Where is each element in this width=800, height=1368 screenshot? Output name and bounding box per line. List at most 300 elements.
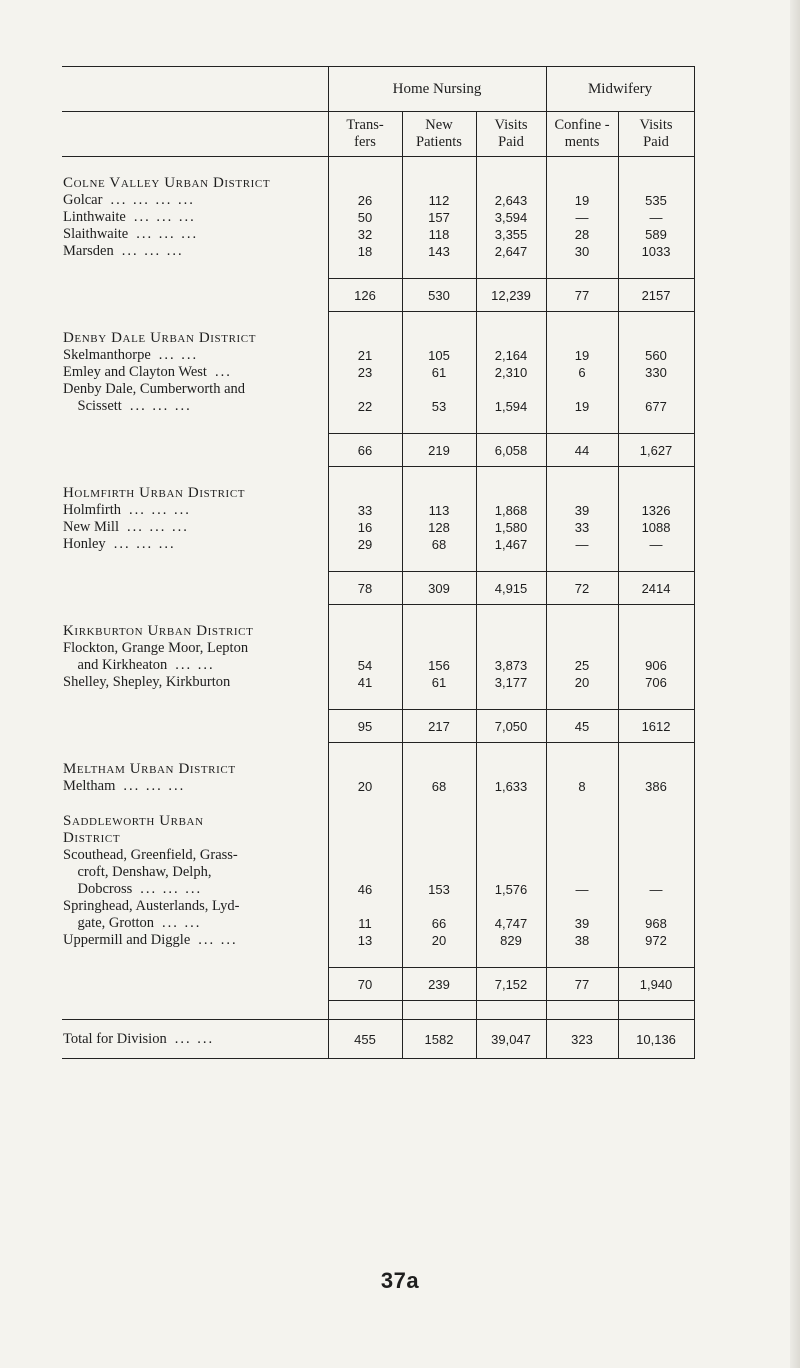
row-label-text: Linthwaite (63, 209, 126, 225)
subtotal-cell: 2414 (618, 572, 694, 605)
spacer-cell (476, 260, 546, 279)
row-label (62, 364, 328, 381)
spacer-cell (62, 743, 328, 762)
empty-cell (618, 813, 694, 847)
data-cell (476, 640, 546, 657)
leader-dots: ... ... ... ... (110, 192, 195, 208)
data-cell (476, 864, 546, 881)
spacer-cell (328, 312, 402, 331)
data-cell (402, 381, 476, 398)
table-row (62, 536, 694, 553)
data-cell: 153 (402, 881, 476, 898)
table-row (62, 847, 694, 864)
col-visits-paid-midwifery: Visits Paid (618, 112, 694, 157)
spacer-cell (546, 260, 618, 279)
group-midwifery: Midwifery (546, 67, 694, 112)
subtotal-cell: 66 (328, 434, 402, 467)
table-row (62, 519, 694, 536)
spacer-cell (62, 467, 328, 486)
data-cell: 61 (402, 674, 476, 691)
spacer-row (62, 605, 694, 624)
total-cell: 323 (546, 1020, 618, 1059)
data-cell: 972 (618, 932, 694, 949)
data-cell: 26 (328, 192, 402, 209)
col-confinements: Confine - ments (546, 112, 618, 157)
spacer-row (62, 157, 694, 176)
empty-cell (618, 623, 694, 640)
spacer-cell (402, 691, 476, 710)
data-cell: 3,177 (476, 674, 546, 691)
spacer-cell (402, 949, 476, 968)
statistics-table-container (62, 66, 694, 1059)
data-cell: 21 (328, 347, 402, 364)
row-label-text: Uppermill and Diggle (63, 932, 191, 948)
row-label (62, 381, 328, 398)
data-cell (618, 847, 694, 864)
total-cell: 10,136 (618, 1020, 694, 1059)
row-label (62, 864, 328, 881)
leader-dots: ... ... (175, 657, 215, 673)
subtotal-cell: 12,239 (476, 279, 546, 312)
row-label-text: Skelmanthorpe (63, 347, 151, 363)
column-header-row (62, 112, 694, 157)
leader-dots: ... ... ... (140, 881, 203, 897)
data-cell: — (618, 536, 694, 553)
spacer-cell (476, 795, 546, 813)
data-cell: 677 (618, 398, 694, 415)
spacer-cell (546, 157, 618, 176)
row-label (62, 398, 328, 415)
data-cell: 68 (402, 778, 476, 795)
row-label-text: Slaithwaite (63, 226, 129, 242)
data-cell: 61 (402, 364, 476, 381)
data-cell: — (546, 881, 618, 898)
empty-cell (328, 761, 402, 778)
table-row (62, 674, 694, 691)
data-cell: 1033 (618, 243, 694, 260)
spacer-cell (328, 605, 402, 624)
subtotal-cell: 7,152 (476, 968, 546, 1001)
subtotal-label-blank (62, 710, 328, 743)
row-label-text: Scouthead, Greenfield, Grass- (63, 847, 238, 863)
data-cell: 4,747 (476, 915, 546, 932)
leader-dots: ... ... ... (121, 243, 184, 259)
row-label-text: Springhead, Austerlands, Lyd- (63, 898, 240, 914)
section-title: Meltham Urban District (62, 761, 328, 778)
subtotal-row (62, 572, 694, 605)
subtotal-cell: 77 (546, 968, 618, 1001)
data-cell: 829 (476, 932, 546, 949)
data-cell: 20 (546, 674, 618, 691)
spacer-cell (62, 157, 328, 176)
data-cell (402, 898, 476, 915)
spacer-cell (476, 605, 546, 624)
spacer-cell (328, 795, 402, 813)
data-cell: 1,594 (476, 398, 546, 415)
data-cell: 2,310 (476, 364, 546, 381)
table-row (62, 915, 694, 932)
empty-cell (402, 175, 476, 192)
data-cell (618, 898, 694, 915)
spacer-cell (328, 260, 402, 279)
section-title: Colne Valley Urban District (62, 175, 328, 192)
row-label (62, 898, 328, 915)
empty-cell (618, 485, 694, 502)
data-cell: 66 (402, 915, 476, 932)
data-cell (618, 864, 694, 881)
spacer-row (62, 312, 694, 331)
total-cell: 1582 (402, 1020, 476, 1059)
table-row (62, 243, 694, 260)
empty-cell (328, 623, 402, 640)
empty-cell (546, 623, 618, 640)
row-label (62, 209, 328, 226)
table-row (62, 778, 694, 795)
row-label-text: Golcar (63, 192, 103, 208)
data-cell: 128 (402, 519, 476, 536)
data-cell: 19 (546, 347, 618, 364)
spacer-cell (546, 553, 618, 572)
data-cell: 33 (546, 519, 618, 536)
subtotal-cell: 6,058 (476, 434, 546, 467)
subtotal-cell: 126 (328, 279, 402, 312)
empty-cell (546, 175, 618, 192)
row-label (62, 881, 328, 898)
row-label-text: Marsden (63, 243, 114, 259)
leader-dots: ... ... ... (113, 536, 176, 552)
data-cell (328, 847, 402, 864)
data-cell: 53 (402, 398, 476, 415)
data-cell: 16 (328, 519, 402, 536)
empty-cell (402, 761, 476, 778)
data-cell (476, 381, 546, 398)
data-cell: 3,355 (476, 226, 546, 243)
subtotal-label-blank (62, 279, 328, 312)
subtotal-cell: 1,627 (618, 434, 694, 467)
row-label (62, 657, 328, 674)
leader-dots: ... ... (158, 347, 199, 363)
data-cell (328, 898, 402, 915)
empty-cell (476, 175, 546, 192)
data-cell: 330 (618, 364, 694, 381)
spacer-cell (62, 553, 328, 572)
data-cell: 19 (546, 398, 618, 415)
section-header-row (62, 485, 694, 502)
subtotal-cell: 2157 (618, 279, 694, 312)
col-new-patients: New Patients (402, 112, 476, 157)
empty-cell (618, 761, 694, 778)
table-row (62, 192, 694, 209)
spacer-cell (546, 415, 618, 434)
data-cell: 112 (402, 192, 476, 209)
spacer-cell (476, 157, 546, 176)
data-cell (402, 864, 476, 881)
table-row (62, 932, 694, 949)
data-cell (476, 847, 546, 864)
spacer-cell (62, 691, 328, 710)
empty-cell (402, 623, 476, 640)
data-cell (546, 640, 618, 657)
row-label-text: gate, Grotton (63, 915, 155, 931)
data-cell (546, 847, 618, 864)
data-cell: 54 (328, 657, 402, 674)
spacer-cell (328, 743, 402, 762)
data-cell (546, 898, 618, 915)
spacer-cell (328, 1001, 402, 1020)
spacer-row (62, 415, 694, 434)
data-cell: — (546, 536, 618, 553)
empty-cell (476, 623, 546, 640)
spacer-cell (618, 157, 694, 176)
empty-cell (476, 485, 546, 502)
spacer-row (62, 553, 694, 572)
empty-cell (618, 175, 694, 192)
subtotal-cell: 77 (546, 279, 618, 312)
data-cell: 11 (328, 915, 402, 932)
subtotal-cell: 219 (402, 434, 476, 467)
empty-cell (476, 813, 546, 847)
subtotal-label-blank (62, 434, 328, 467)
spacer-cell (618, 743, 694, 762)
data-cell: 3,594 (476, 209, 546, 226)
data-cell (476, 898, 546, 915)
subtotal-cell: 72 (546, 572, 618, 605)
spacer-cell (546, 1001, 618, 1020)
section-header-row (62, 623, 694, 640)
data-cell: 18 (328, 243, 402, 260)
subtotal-row (62, 968, 694, 1001)
page-edge-shadow (790, 0, 800, 1368)
spacer-cell (328, 691, 402, 710)
spacer-cell (328, 553, 402, 572)
empty-cell (546, 813, 618, 847)
subtotal-row (62, 710, 694, 743)
spacer-cell (618, 795, 694, 813)
data-cell: 6 (546, 364, 618, 381)
data-cell: 20 (402, 932, 476, 949)
data-cell: 968 (618, 915, 694, 932)
data-cell (328, 381, 402, 398)
total-cell: 39,047 (476, 1020, 546, 1059)
row-label (62, 640, 328, 657)
table-row (62, 209, 694, 226)
data-cell (618, 640, 694, 657)
spacer-cell (476, 467, 546, 486)
spacer-cell (618, 605, 694, 624)
spacer-cell (618, 467, 694, 486)
section-header-row (62, 330, 694, 347)
row-label (62, 674, 328, 691)
spacer-cell (62, 949, 328, 968)
data-cell: — (618, 209, 694, 226)
spacer-row (62, 795, 694, 813)
empty-cell (476, 330, 546, 347)
data-cell (402, 640, 476, 657)
leader-dots: ... ... ... (133, 209, 196, 225)
spacer-cell (328, 949, 402, 968)
row-label-text: croft, Denshaw, Delph, (63, 864, 212, 880)
row-label (62, 347, 328, 364)
subtotal-label-blank (62, 968, 328, 1001)
subtotal-cell: 1,940 (618, 968, 694, 1001)
data-cell: 118 (402, 226, 476, 243)
subtotal-cell: 45 (546, 710, 618, 743)
label-column-header (62, 112, 328, 157)
row-label-text: Meltham (63, 778, 116, 794)
table-row (62, 398, 694, 415)
spacer-cell (546, 605, 618, 624)
subtotal-cell: 95 (328, 710, 402, 743)
spacer-cell (546, 312, 618, 331)
spacer-cell (402, 553, 476, 572)
row-label-text: Flockton, Grange Moor, Lepton (63, 640, 249, 656)
spacer-row (62, 743, 694, 762)
table-body (62, 157, 694, 1059)
empty-cell (328, 485, 402, 502)
row-label-text: Holmfirth (63, 502, 121, 518)
table-row (62, 347, 694, 364)
spacer-cell (546, 949, 618, 968)
row-label-text: Denby Dale, Cumberworth and (63, 381, 246, 397)
data-cell: 23 (328, 364, 402, 381)
row-label-text: New Mill (63, 519, 119, 535)
data-cell: 39 (546, 502, 618, 519)
spacer-row (62, 1001, 694, 1020)
data-cell: 19 (546, 192, 618, 209)
spacer-cell (618, 691, 694, 710)
empty-cell (402, 813, 476, 847)
row-label-text: and Kirkheaton (63, 657, 168, 673)
data-cell: 157 (402, 209, 476, 226)
spacer-row (62, 467, 694, 486)
col-transfers: Trans- fers (328, 112, 402, 157)
subtotal-cell: 70 (328, 968, 402, 1001)
spacer-cell (476, 743, 546, 762)
spacer-cell (328, 467, 402, 486)
leader-dots: ... (214, 364, 232, 380)
section-title: Holmfirth Urban District (62, 485, 328, 502)
spacer-cell (62, 795, 328, 813)
data-cell: 1,633 (476, 778, 546, 795)
data-cell: 1,580 (476, 519, 546, 536)
data-cell: 38 (546, 932, 618, 949)
spacer-cell (62, 605, 328, 624)
data-cell: 113 (402, 502, 476, 519)
spacer-cell (476, 691, 546, 710)
subtotal-label-blank (62, 572, 328, 605)
data-cell: 33 (328, 502, 402, 519)
table-row (62, 898, 694, 915)
spacer-cell (618, 553, 694, 572)
total-cell: 455 (328, 1020, 402, 1059)
subtotal-cell: 217 (402, 710, 476, 743)
data-cell: 50 (328, 209, 402, 226)
data-cell: 1326 (618, 502, 694, 519)
data-cell: — (546, 209, 618, 226)
group-header-row (62, 67, 694, 112)
leader-dots: ... ... ... (136, 226, 199, 242)
row-label (62, 847, 328, 864)
empty-cell (328, 813, 402, 847)
section-title: Kirkburton Urban District (62, 623, 328, 640)
data-cell: 13 (328, 932, 402, 949)
spacer-cell (476, 553, 546, 572)
empty-cell (328, 330, 402, 347)
spacer-cell (546, 795, 618, 813)
spacer-cell (328, 157, 402, 176)
spacer-cell (402, 467, 476, 486)
spacer-cell (402, 605, 476, 624)
leader-dots: ... ... ... (129, 398, 192, 414)
row-label-text: Dobcross (63, 881, 133, 897)
data-cell: 29 (328, 536, 402, 553)
row-label (62, 932, 328, 949)
table-row (62, 864, 694, 881)
data-cell: 2,643 (476, 192, 546, 209)
table-row (62, 657, 694, 674)
spacer-cell (618, 415, 694, 434)
data-cell (328, 640, 402, 657)
subtotal-cell: 309 (402, 572, 476, 605)
data-cell: 3,873 (476, 657, 546, 674)
data-cell: 1088 (618, 519, 694, 536)
spacer-cell (402, 312, 476, 331)
spacer-row (62, 260, 694, 279)
section-title: Denby Dale Urban District (62, 330, 328, 347)
spacer-cell (618, 1001, 694, 1020)
spacer-cell (62, 312, 328, 331)
row-label-text: Shelley, Shepley, Kirkburton (63, 674, 231, 690)
data-cell: 2,647 (476, 243, 546, 260)
spacer-cell (402, 260, 476, 279)
section-title: Saddleworth Urban District (62, 813, 328, 847)
header-blank (62, 67, 328, 112)
data-cell: 105 (402, 347, 476, 364)
subtotal-cell: 7,050 (476, 710, 546, 743)
subtotal-cell: 44 (546, 434, 618, 467)
section-header-row (62, 761, 694, 778)
spacer-cell (618, 949, 694, 968)
row-label (62, 778, 328, 795)
data-cell: 386 (618, 778, 694, 795)
subtotal-cell: 78 (328, 572, 402, 605)
leader-dots: ... ... (198, 932, 238, 948)
group-home-nursing: Home Nursing (328, 67, 546, 112)
page-number: 37a (380, 1268, 420, 1293)
subtotal-row (62, 434, 694, 467)
row-label (62, 226, 328, 243)
spacer-cell (476, 949, 546, 968)
empty-cell (546, 485, 618, 502)
data-cell: 906 (618, 657, 694, 674)
data-cell: 589 (618, 226, 694, 243)
data-cell: 143 (402, 243, 476, 260)
section-header-row (62, 175, 694, 192)
row-label-text: Honley (63, 536, 106, 552)
data-cell: 1,467 (476, 536, 546, 553)
empty-cell (546, 330, 618, 347)
data-cell: 22 (328, 398, 402, 415)
empty-cell (618, 330, 694, 347)
spacer-row (62, 949, 694, 968)
leader-dots: ... ... ... (129, 502, 191, 518)
show-through-artifact (80, 1020, 700, 1037)
row-label (62, 915, 328, 932)
data-cell: 39 (546, 915, 618, 932)
spacer-cell (546, 467, 618, 486)
spacer-cell (402, 795, 476, 813)
spacer-row (62, 691, 694, 710)
